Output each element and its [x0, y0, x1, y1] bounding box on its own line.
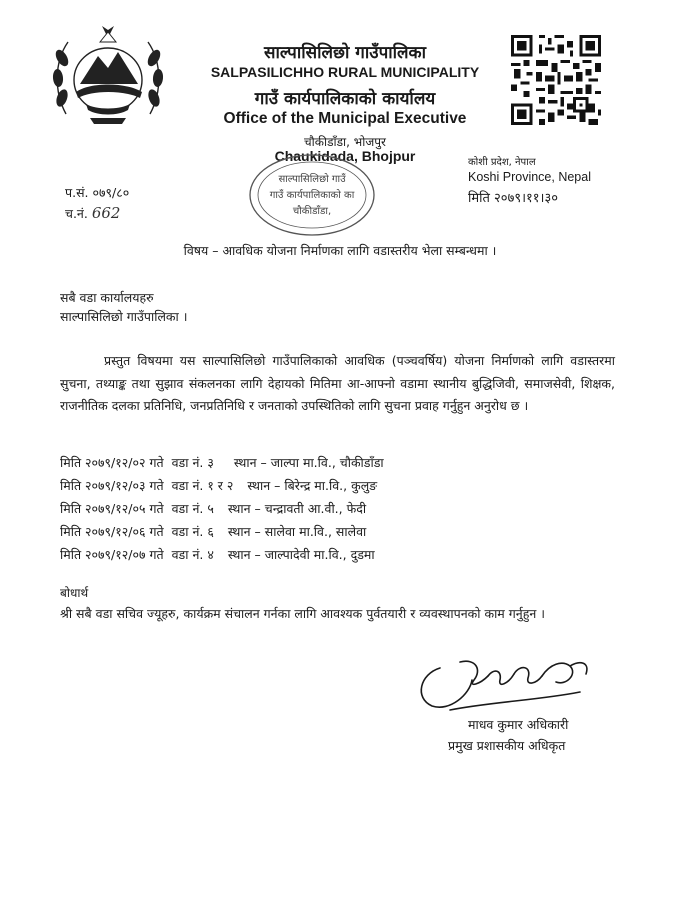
cc-text: श्री सबै वडा सचिव ज्यूहरु, कार्यक्रम संचालन गर्नका लागि आवश्यक पुर्वतयारी र व्यवस्थापनको काम गर्नुहुन ।: [60, 606, 546, 621]
schedule-venue: स्थान – चन्द्रावती आ.वी., फेदी: [227, 501, 367, 516]
ps-label: प.सं.: [65, 185, 89, 200]
province-english: Koshi Province, Nepal: [468, 170, 591, 184]
addressee-line-1: सबै वडा कार्यालयहरु: [60, 290, 154, 305]
schedule-date: मिति २०७९/१२/०५ गते: [60, 501, 164, 516]
stamp-line-1: साल्पासिलिछो गाउँ: [278, 174, 346, 185]
addressee-line-2: साल्पासिलिछो गाउँपालिका ।: [60, 309, 188, 324]
office-stamp: [245, 150, 380, 240]
letter-date: मिति २०७९।११।३०: [468, 191, 558, 206]
schedule-ward: वडा नं. ४: [171, 547, 214, 562]
stamp-line-3: चौकीडाँडा,: [292, 206, 332, 217]
province-nepali: कोशी प्रदेश, नेपाल: [468, 157, 536, 168]
schedule-row: [60, 546, 620, 563]
stamp-line-2: गाउँ कार्यपालिकाको का: [269, 190, 355, 201]
place-english: Chaukidada, Bhojpur: [274, 148, 416, 164]
cc-title: बोधार्थ: [60, 586, 89, 600]
ps-value: ०७९/८०: [92, 185, 130, 200]
schedule-date: मिति २०७९/१२/०३ गते: [60, 478, 164, 493]
schedule-row: [60, 477, 620, 494]
schedule-date: मिति २०७९/१२/०६ गते: [60, 524, 164, 539]
schedule-date: मिति २०७९/१२/०२ गते: [60, 455, 164, 470]
schedule-venue: स्थान – जाल्पादेवी मा.वि., दुडमा: [227, 547, 375, 562]
schedule-row: [60, 454, 620, 471]
schedule-venue: स्थान – जाल्पा मा.वि., चौकीडाँडा: [233, 455, 384, 470]
schedule-venue: स्थान – बिरेन्द्र मा.वि., कुलुङ: [247, 478, 378, 493]
letter-body: [60, 350, 615, 418]
schedule-row: [60, 500, 620, 517]
office-name-nepali: साल्पासिलिछो गाउँपालिका: [263, 43, 427, 63]
letter-subject: विषय – आवधिक योजना निर्माणका लागि वडास्तरीय भेला सम्बन्धमा ।: [183, 243, 497, 258]
letter-body-text: प्रस्तुत विषयमा यस साल्पासिलिछो गाउँपालिकाको आवधिक (पञ्चवर्षिय) योजना निर्माणको लागि वडास्तरमा सुचना, तथ्याङ्क तथा सुझाव संकलनका लागि देहायको मितिमा आ-आफ्नो वडामा स्थानीय बुद्धिजिवी, समाजसेवी, शिक्षक, राजनीतिक दलका प्रतिनिधि, जनप्रतिनिधि र जनताको उपस्थितिको लागि सुचना प्रवाह गर्नुहुन अनुरोध छ ।: [60, 353, 615, 413]
nepal-emblem-logo: [50, 22, 166, 126]
schedule-ward: वडा नं. ६: [171, 524, 214, 539]
schedule-ward: वडा नं. ३: [171, 455, 214, 470]
schedule-ward: वडा नं. ५: [171, 501, 214, 516]
cn-number: [65, 204, 120, 222]
handwritten-signature: [410, 640, 600, 720]
executive-office-nepali: गाउँ कार्यपालिकाको कार्यालय: [254, 89, 436, 109]
schedule-ward: वडा नं. १ र २: [171, 478, 234, 493]
ps-number: [65, 184, 129, 201]
schedule-venue: स्थान – सालेवा मा.वि., सालेवा: [227, 524, 367, 539]
cn-label: च.नं.: [65, 206, 88, 221]
cn-value: 662: [91, 204, 121, 222]
schedule-date: मिति २०७९/१२/०७ गते: [60, 547, 164, 562]
schedule-row: [60, 523, 620, 540]
executive-office-english: Office of the Municipal Executive: [223, 110, 467, 127]
signatory-name: माधव कुमार अधिकारी: [468, 717, 569, 732]
office-name-english: SALPASILICHHO RURAL MUNICIPALITY: [210, 64, 480, 80]
place-nepali: चौकीडाँडा, भोजपुर: [304, 135, 386, 149]
signatory-title: प्रमुख प्रशासकीय अधिकृत: [448, 738, 566, 753]
